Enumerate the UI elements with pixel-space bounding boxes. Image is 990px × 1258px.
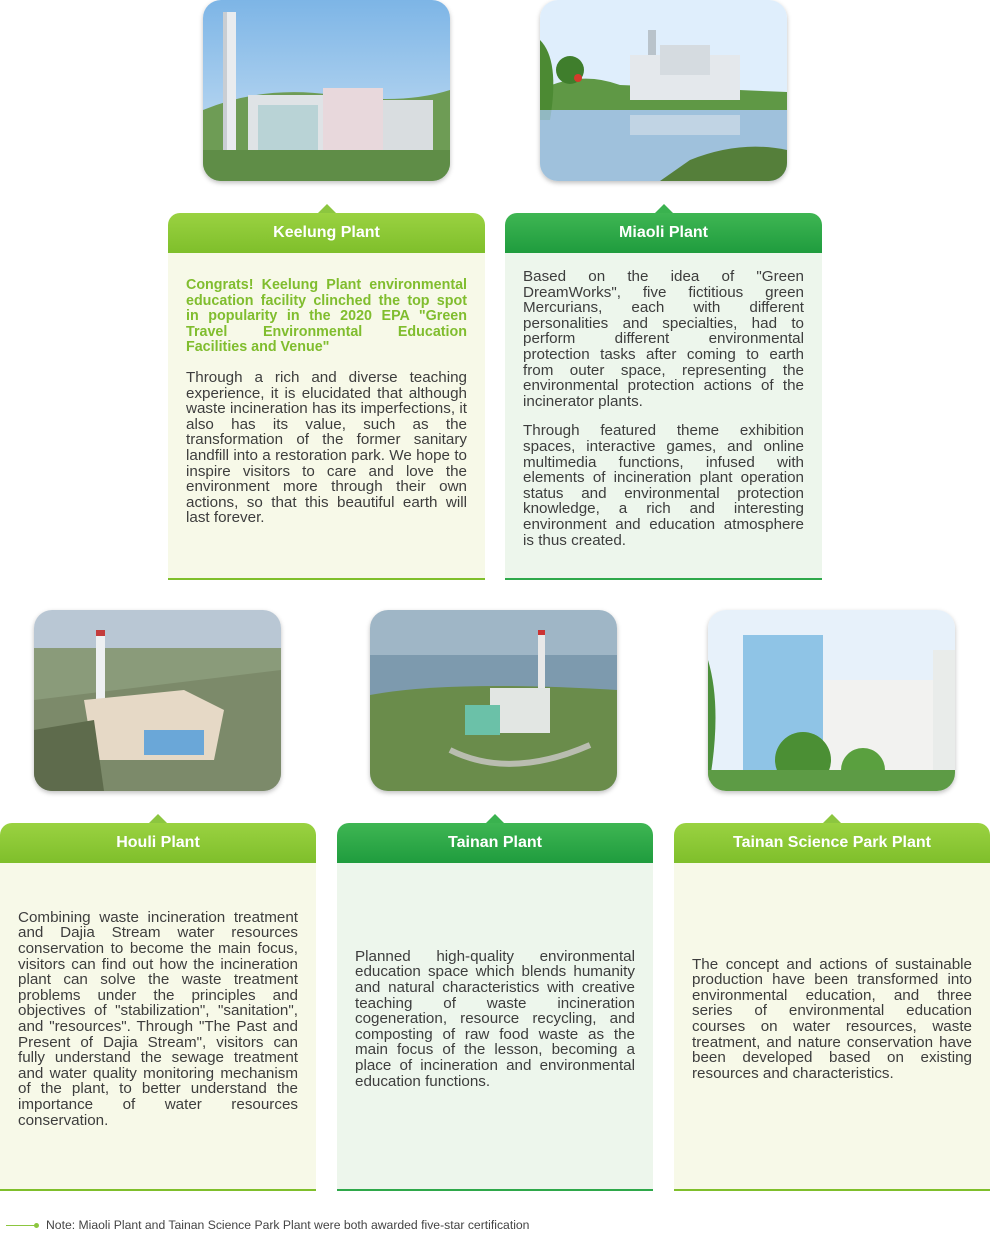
- houli-plant-header: [0, 823, 316, 863]
- houli-plant-photo: [34, 610, 281, 791]
- tainan-science-park-plant-photo: [708, 610, 955, 791]
- plant-name: Tainan Plant: [448, 834, 542, 851]
- pointer-arrow-icon: [486, 814, 504, 823]
- tainan-plant-card: [337, 863, 653, 1191]
- plant-name: Miaoli Plant: [619, 224, 708, 241]
- award-highlight: Congrats! Keelung Plant environmental education facility clinched the top spot in popularity in the 2020 EPA "Green Travel Environmental Education Facilities and Venue": [186, 277, 467, 356]
- keelung-plant-card: [168, 253, 485, 580]
- plant-name: Keelung Plant: [273, 224, 380, 241]
- pointer-arrow-icon: [318, 204, 336, 213]
- note-line-icon: [6, 1225, 36, 1226]
- tainan-plant-header: [337, 823, 653, 863]
- plant-name: Houli Plant: [116, 834, 200, 851]
- miaoli-plant-header: [505, 213, 822, 253]
- pointer-arrow-icon: [823, 814, 841, 823]
- plant-description: Combining waste incineration treatment and Dajia Stream water resources conservation to become the main focus, visitors can find out how the incineration plant can solve the waste treatment problems under the principles and objectives of "stabilization", "sanitation", and "resources". Through "The Past and Present of Dajia Stream", visitors can fully understand the sewage treatment and water quality monitoring mechanism of the plant, to better understand the importance of water resources conservation.: [18, 908, 298, 1129]
- plant-description: Through featured theme exhibition spaces, interactive games, and online multimedia functions, infused with elements of incineration plant operation status and environmental protection knowledge, a rich and interesting environment and education atmosphere is thus created.: [523, 422, 804, 549]
- pointer-arrow-icon: [149, 814, 167, 823]
- plant-name: Tainan Science Park Plant: [732, 834, 931, 851]
- keelung-plant-photo: [203, 0, 450, 181]
- pointer-arrow-icon: [655, 204, 673, 213]
- houli-plant-card: [0, 863, 316, 1191]
- footnote-text: Note: Miaoli Plant and Tainan Science Park Plant were both awarded five-star certification: [46, 1218, 530, 1232]
- keelung-plant-header: [168, 213, 485, 253]
- miaoli-plant-photo: [540, 0, 787, 181]
- plant-description: Through a rich and diverse teaching experience, it is elucidated that although waste incineration has its imperfections, it also has its value, such as the transformation of the former sanitary landfill into a restoration park. We hope to inspire visitors to care and love the environment more through their own actions, so that this beautiful earth will last forever.: [186, 368, 467, 527]
- footnote: [0, 1216, 990, 1234]
- tainan-science-park-plant-card: [674, 863, 990, 1191]
- plant-description: The concept and actions of sustainable production have been transformed into environmental education, and three series of environmental education courses on water resources, waste treatment, and nature conservation have been developed based on existing resources and characteristics.: [692, 955, 972, 1082]
- plant-description: Based on the idea of "Green DreamWorks", five fictitious green Mercurians, each with different personalities and specialties, had to perform different environmental protection tasks after coming to earth from outer space, representing the environmental protection actions of the incinerator plants.: [523, 268, 804, 410]
- tainan-science-park-plant-header: [674, 823, 990, 863]
- tainan-plant-photo: [370, 610, 617, 791]
- miaoli-plant-card: [505, 253, 822, 580]
- plant-description: Planned high-quality environmental education space which blends humanity and natural characteristics with creative teaching of waste incineration cogeneration, resource recycling, and composting of raw food waste as the main focus of the lesson, becoming a place of incineration and environmental education functions.: [355, 947, 635, 1090]
